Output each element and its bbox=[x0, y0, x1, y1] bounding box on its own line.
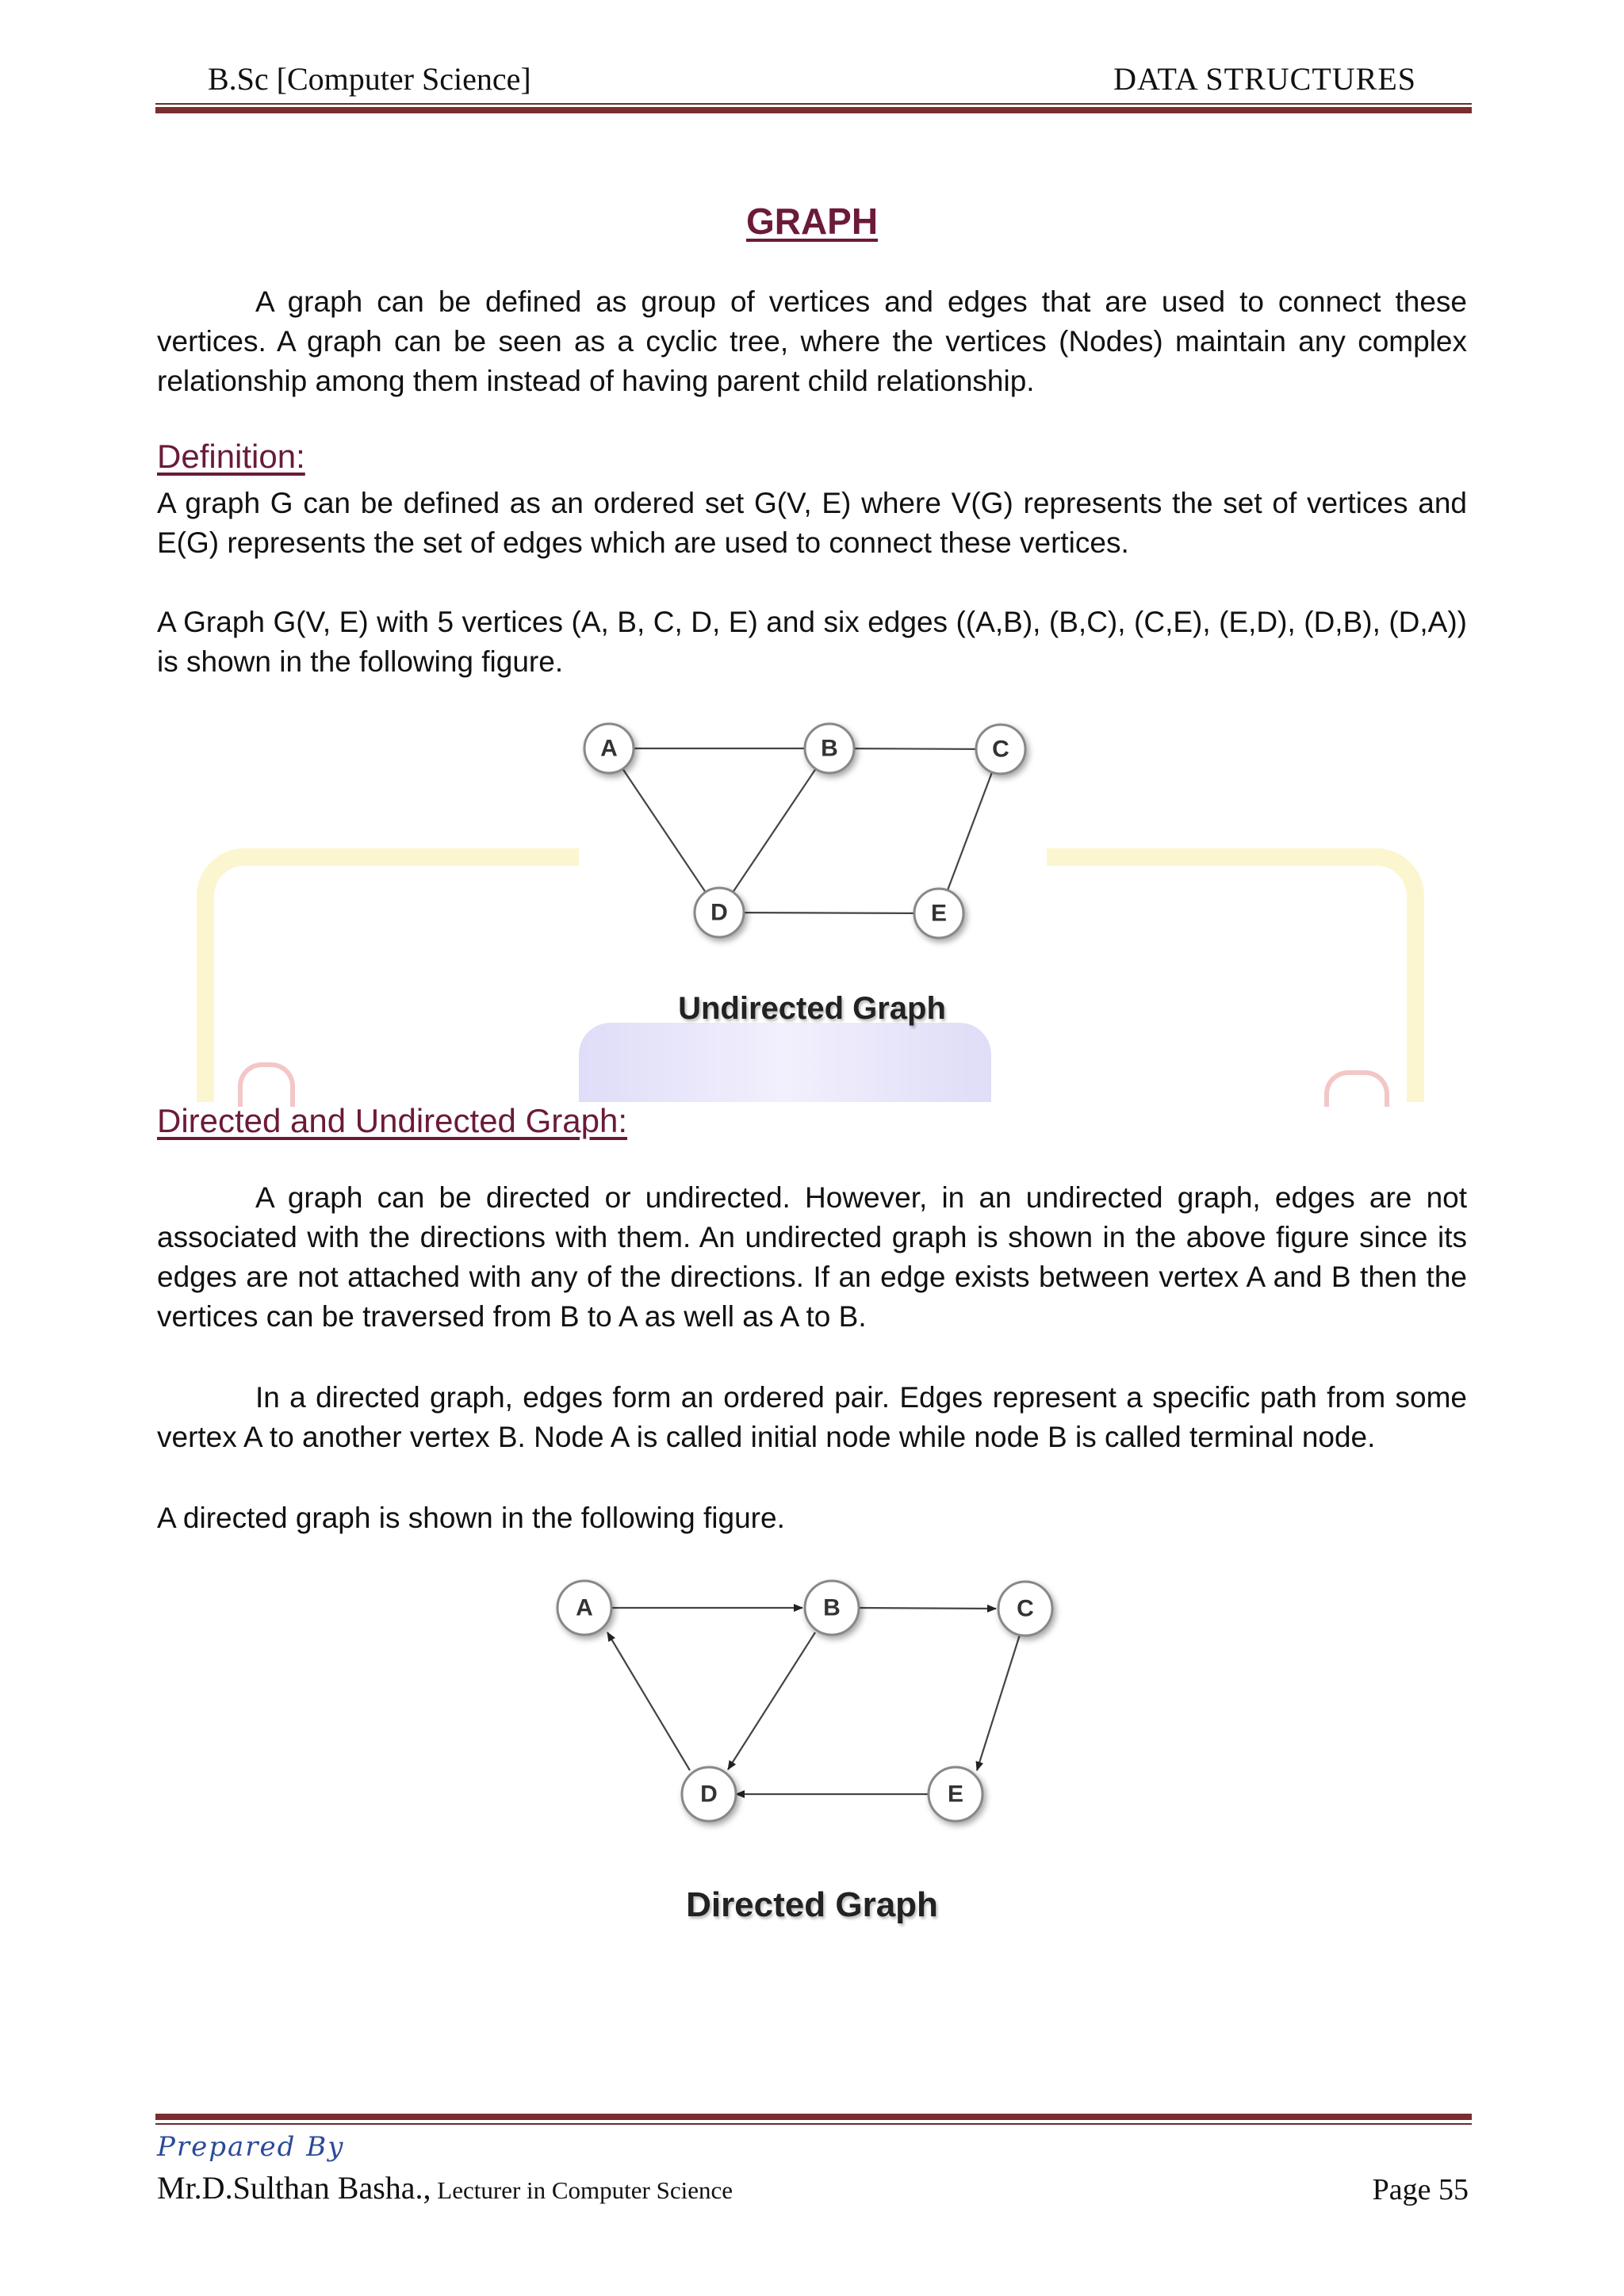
author-role: Lecturer in Computer Science bbox=[431, 2176, 733, 2204]
directed-graph-caption: Directed Graph bbox=[686, 1885, 938, 1924]
dnode-e-label: E bbox=[947, 1781, 964, 1808]
dnode-d bbox=[682, 1767, 736, 1821]
arc-b-c bbox=[858, 1608, 996, 1609]
intro-paragraph: A graph can be defined as group of vertices and edges that are used to connect these vertices. A graph can be seen as a cyclic tree, where the vertices (Nodes) maintain any complex relationship among them instead of having parent child relationship. bbox=[157, 285, 1467, 397]
header-subject: DATA STRUCTURES bbox=[1113, 61, 1416, 97]
dnode-c-label: C bbox=[1017, 1595, 1034, 1622]
dnode-b bbox=[805, 1581, 859, 1635]
node-a-label: A bbox=[600, 735, 618, 762]
footer-rule-thin bbox=[155, 2123, 1472, 2125]
dnode-a bbox=[557, 1581, 611, 1635]
definition-heading: Definition: bbox=[157, 438, 305, 475]
node-b-label: B bbox=[821, 735, 838, 762]
undirected-graph-caption: Undirected Graph bbox=[678, 991, 946, 1026]
definition-paragraph: A graph G can be defined as an ordered set G(V, E) where V(G) represents the set of vertices and E(G) represents the set of edges which are used to connect these vertices. bbox=[157, 487, 1467, 559]
prepared-by-label: Prepared By bbox=[157, 2131, 345, 2163]
header-course: B.Sc [Computer Science] bbox=[208, 61, 531, 97]
arc-c-e bbox=[977, 1635, 1020, 1770]
author-line bbox=[157, 2169, 733, 2206]
author-name: Mr.D.Sulthan Basha., bbox=[157, 2170, 431, 2206]
directed-figure-intro: A directed graph is shown in the following figure. bbox=[157, 1502, 785, 1534]
page-number: Page 55 bbox=[1372, 2173, 1469, 2206]
arc-b-d bbox=[728, 1632, 815, 1770]
node-c-label: C bbox=[992, 736, 1009, 763]
dnode-d-label: D bbox=[700, 1781, 718, 1808]
footer-rule-thick bbox=[155, 2114, 1472, 2120]
directed-undirected-heading: Directed and Undirected Graph: bbox=[157, 1102, 627, 1139]
directed-definition-paragraph: In a directed graph, edges form an ordered pair. Edges represent a specific path from some vertex A to another vertex B. Node A is called initial node while node B is called terminal node. bbox=[157, 1381, 1467, 1453]
dnode-e bbox=[929, 1767, 982, 1821]
page-title: GRAPH bbox=[745, 201, 879, 242]
dnode-a-label: A bbox=[576, 1594, 593, 1621]
dnode-b-label: B bbox=[823, 1594, 841, 1621]
node-e-label: E bbox=[930, 900, 948, 927]
arc-d-a bbox=[607, 1632, 690, 1770]
dnode-c bbox=[998, 1582, 1052, 1636]
graph-description-paragraph: A Graph G(V, E) with 5 vertices (A, B, C, D, E) and six edges ((A,B), (B,C), (C,E), (E,D), (D,B), (D,A)) is shown in the following figure. bbox=[157, 606, 1467, 678]
directed-intro-paragraph: A graph can be directed or undirected. However, in an undirected graph, edges are not associated with the directions with them. An undirected graph is shown in the above figure since its edges are not attached with any of the directions. If an edge exists between vertex A and B then the vertices can be traversed from B to A as well as A to B. bbox=[157, 1181, 1467, 1333]
node-d-label: D bbox=[710, 899, 728, 926]
